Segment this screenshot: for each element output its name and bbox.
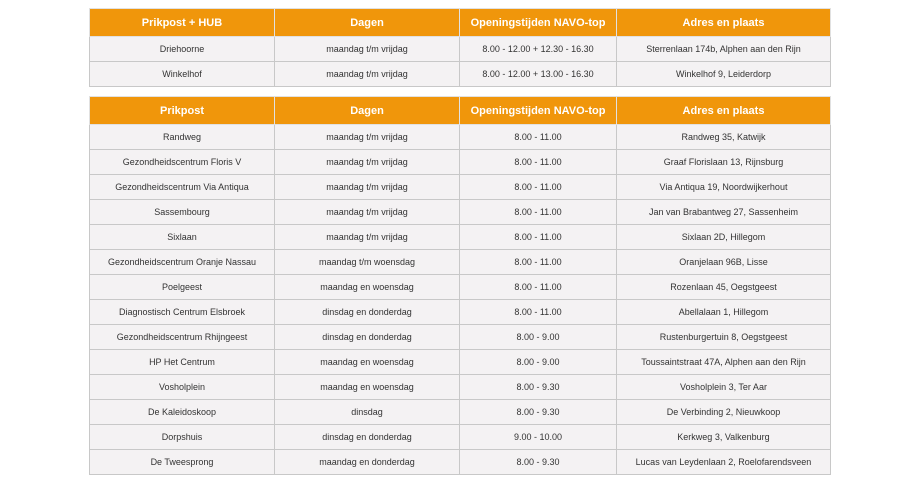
cell-dagen: maandag t/m vrijdag [275,200,460,225]
header-prikpost: Prikpost [90,97,275,125]
table-row [90,400,831,425]
cell-prikpost: Vosholplein [90,375,275,400]
table-row [90,37,831,62]
prikpost-locations-table [89,96,831,475]
header-openingstijden: Openingstijden NAVO-top [460,97,617,125]
cell-dagen: maandag en donderdag [275,450,460,475]
cell-prikpost: Sixlaan [90,225,275,250]
cell-dagen: maandag t/m vrijdag [275,62,460,87]
cell-prikpost: Diagnostisch Centrum Elsbroek [90,300,275,325]
cell-openingstijden: 8.00 - 11.00 [460,225,617,250]
cell-adres: Vosholplein 3, Ter Aar [617,375,831,400]
cell-prikpost: Dorpshuis [90,425,275,450]
cell-adres: Abellalaan 1, Hillegom [617,300,831,325]
cell-prikpost: Winkelhof [90,62,275,87]
cell-prikpost: Driehoorne [90,37,275,62]
cell-dagen: maandag t/m vrijdag [275,175,460,200]
cell-openingstijden: 8.00 - 11.00 [460,250,617,275]
cell-dagen: dinsdag en donderdag [275,300,460,325]
cell-openingstijden: 8.00 - 12.00 + 12.30 - 16.30 [460,37,617,62]
cell-adres: Rozenlaan 45, Oegstgeest [617,275,831,300]
header-dagen: Dagen [275,97,460,125]
header-adres: Adres en plaats [617,97,831,125]
cell-prikpost: Sassembourg [90,200,275,225]
cell-prikpost: De Kaleidoskoop [90,400,275,425]
cell-prikpost: De Tweesprong [90,450,275,475]
table-header-row [90,97,831,125]
hub-locations-table [89,8,831,87]
cell-openingstijden: 8.00 - 9.00 [460,325,617,350]
cell-adres: Winkelhof 9, Leiderdorp [617,62,831,87]
cell-adres: De Verbinding 2, Nieuwkoop [617,400,831,425]
cell-dagen: dinsdag en donderdag [275,325,460,350]
header-openingstijden: Openingstijden NAVO-top [460,9,617,37]
table-row [90,325,831,350]
cell-dagen: maandag t/m vrijdag [275,225,460,250]
cell-dagen: maandag en woensdag [275,375,460,400]
cell-adres: Randweg 35, Katwijk [617,125,831,150]
main-table-body [90,125,831,475]
cell-adres: Toussaintstraat 47A, Alphen aan den Rijn [617,350,831,375]
table-row [90,300,831,325]
cell-prikpost: Randweg [90,125,275,150]
cell-openingstijden: 8.00 - 11.00 [460,300,617,325]
cell-dagen: dinsdag [275,400,460,425]
table-row [90,250,831,275]
table-row [90,125,831,150]
hub-table-body [90,37,831,87]
table-row [90,275,831,300]
cell-dagen: maandag en woensdag [275,350,460,375]
cell-adres: Lucas van Leydenlaan 2, Roelofarendsveen [617,450,831,475]
cell-prikpost: Gezondheidscentrum Rhijngeest [90,325,275,350]
cell-adres: Rustenburgertuin 8, Oegstgeest [617,325,831,350]
cell-prikpost: Poelgeest [90,275,275,300]
cell-openingstijden: 8.00 - 11.00 [460,150,617,175]
cell-prikpost: Gezondheidscentrum Oranje Nassau [90,250,275,275]
cell-dagen: maandag t/m woensdag [275,250,460,275]
cell-openingstijden: 9.00 - 10.00 [460,425,617,450]
cell-prikpost: Gezondheidscentrum Floris V [90,150,275,175]
header-dagen: Dagen [275,9,460,37]
cell-adres: Oranjelaan 96B, Lisse [617,250,831,275]
cell-openingstijden: 8.00 - 9.30 [460,400,617,425]
table-row [90,425,831,450]
cell-adres: Sixlaan 2D, Hillegom [617,225,831,250]
cell-dagen: maandag en woensdag [275,275,460,300]
header-prikpost-hub: Prikpost + HUB [90,9,275,37]
table-row [90,450,831,475]
cell-adres: Graaf Florislaan 13, Rijnsburg [617,150,831,175]
table-row [90,200,831,225]
cell-openingstijden: 8.00 - 9.30 [460,450,617,475]
cell-adres: Via Antiqua 19, Noordwijkerhout [617,175,831,200]
cell-dagen: dinsdag en donderdag [275,425,460,450]
cell-dagen: maandag t/m vrijdag [275,125,460,150]
cell-prikpost: HP Het Centrum [90,350,275,375]
cell-openingstijden: 8.00 - 11.00 [460,125,617,150]
cell-openingstijden: 8.00 - 9.30 [460,375,617,400]
cell-openingstijden: 8.00 - 12.00 + 13.00 - 16.30 [460,62,617,87]
cell-adres: Sterrenlaan 174b, Alphen aan den Rijn [617,37,831,62]
cell-prikpost: Gezondheidscentrum Via Antiqua [90,175,275,200]
table-row [90,150,831,175]
cell-dagen: maandag t/m vrijdag [275,150,460,175]
table-row [90,225,831,250]
table-row [90,350,831,375]
table-row [90,375,831,400]
cell-dagen: maandag t/m vrijdag [275,37,460,62]
header-adres: Adres en plaats [617,9,831,37]
table-row [90,62,831,87]
cell-openingstijden: 8.00 - 11.00 [460,175,617,200]
cell-openingstijden: 8.00 - 11.00 [460,200,617,225]
cell-openingstijden: 8.00 - 9.00 [460,350,617,375]
table-header-row [90,9,831,37]
cell-openingstijden: 8.00 - 11.00 [460,275,617,300]
cell-adres: Kerkweg 3, Valkenburg [617,425,831,450]
table-row [90,175,831,200]
cell-adres: Jan van Brabantweg 27, Sassenheim [617,200,831,225]
